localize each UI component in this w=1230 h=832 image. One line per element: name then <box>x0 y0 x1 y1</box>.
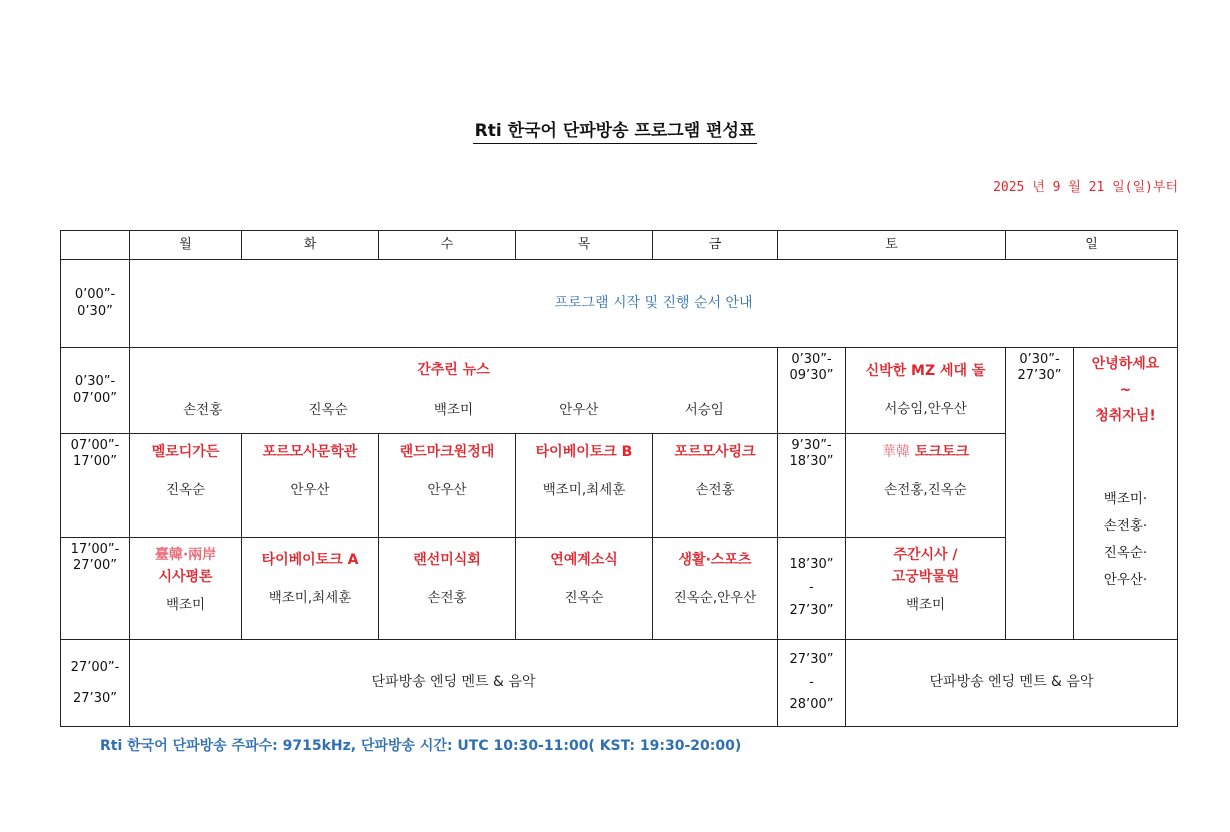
program-cell <box>130 640 778 727</box>
frequency-footer: Rti 한국어 단파방송 주파수: 9715kHz, 단파방송 시간: UTC 10:30-11:00( KST: 19:30-20:00) <box>100 738 742 754</box>
program-cell <box>130 538 242 640</box>
host-name: 손전홍 <box>427 589 467 606</box>
host-name: 손전홍,진옥순 <box>884 481 967 498</box>
table-row <box>61 260 1178 348</box>
program-cell <box>846 640 1178 727</box>
host-name: 손전홍 <box>695 481 735 498</box>
time-cell: 17’00”- 27’00” <box>61 538 130 640</box>
day-header: 화 <box>242 231 379 260</box>
table-row <box>61 348 1178 434</box>
corner-cell <box>61 231 130 260</box>
program-title: 신박한 MZ 세대 돌 <box>865 363 986 380</box>
program-cell <box>653 538 778 640</box>
day-header: 수 <box>379 231 516 260</box>
program-title: 포르모사문학관 <box>262 444 358 460</box>
program-cell <box>516 538 653 640</box>
host-list <box>130 402 777 419</box>
time-cell: 0’00”- 0’30” <box>61 260 130 348</box>
host-name: 손전홍 <box>183 401 223 418</box>
program-cell <box>130 434 242 538</box>
host-name: 서승임 <box>684 401 724 418</box>
host-name: 진옥순 <box>564 589 604 606</box>
program-cell <box>846 348 1006 434</box>
program-cell <box>379 538 516 640</box>
program-title: 프로그램 시작 및 진행 순서 안내 <box>554 294 753 311</box>
host-name: 백조미,최세훈 <box>542 481 626 498</box>
program-title: 멜로디가든 <box>151 444 220 460</box>
host-name: 백조미 <box>165 596 206 613</box>
program-title: 단파방송 엔딩 멘트 & 음악 <box>371 674 536 691</box>
program-title: 타이베이토크 B <box>535 444 633 460</box>
page-title: Rti 한국어 단파방송 프로그램 편성표 <box>0 116 1230 141</box>
host-name: 안우산· <box>1103 571 1148 588</box>
host-name: 진옥순 <box>165 481 206 498</box>
program-cell <box>242 538 379 640</box>
program-cell <box>846 538 1006 640</box>
effective-date: 2025 년 9 월 21 일(일)부터 <box>993 180 1178 195</box>
host-name: 안우산 <box>290 481 330 498</box>
time-cell: 27’30” - 28’00” <box>778 640 846 727</box>
program-cell <box>130 348 778 434</box>
host-name: 백조미 <box>433 401 474 418</box>
program-cell <box>130 260 1178 348</box>
time-cell: 07’00”- 17’00” <box>61 434 130 538</box>
program-cell <box>846 434 1006 538</box>
day-header: 금 <box>653 231 778 260</box>
time-cell: 9’30”- 18’30” <box>778 434 846 538</box>
program-cell <box>242 434 379 538</box>
host-name: 손전홍· <box>1103 517 1148 534</box>
time-cell: 0’30”- 27’30” <box>1006 348 1074 640</box>
program-title: 단파방송 엔딩 멘트 & 음악 <box>929 674 1094 691</box>
host-name: 진옥순· <box>1103 544 1148 561</box>
day-header: 목 <box>516 231 653 260</box>
host-name: 서승임,안우산 <box>884 400 967 417</box>
program-title: 간추린 뉴스 <box>417 362 490 379</box>
host-name: 백조미,최세훈 <box>268 589 352 606</box>
program-title: 안녕하세요 ~ 청취자님! <box>1091 356 1160 424</box>
program-title: 주간시사 / 고궁박물원 <box>891 547 960 586</box>
host-name: 진옥순 <box>308 401 348 418</box>
host-name: 안우산 <box>427 481 467 498</box>
program-title: 타이베이토크 A <box>261 552 359 568</box>
program-cell <box>516 434 653 538</box>
program-cell <box>653 434 778 538</box>
time-cell: 27’00”- 27’30” <box>61 640 130 727</box>
host-name: 백조미 <box>905 596 946 613</box>
header-row <box>61 231 1178 260</box>
program-title: 臺韓·兩岸 시사평론 <box>154 547 217 586</box>
time-cell: 0’30”- 07’00” <box>61 348 130 434</box>
program-title: 랜선미식회 <box>413 552 481 568</box>
host-name: 백조미· <box>1103 490 1148 507</box>
host-list <box>1074 486 1177 594</box>
host-name: 진옥순,안우산 <box>673 589 757 606</box>
schedule-table <box>60 230 1178 727</box>
program-title: 랜드마크원정대 <box>399 444 495 460</box>
table-row <box>61 640 1178 727</box>
program-title: 연예계소식 <box>550 552 618 568</box>
day-header: 일 <box>1006 231 1178 260</box>
program-cell <box>1074 348 1178 640</box>
time-cell: 18’30” - 27’30” <box>778 538 846 640</box>
day-header: 토 <box>778 231 1006 260</box>
program-title: 생활·스포츠 <box>678 552 752 568</box>
program-cell <box>379 434 516 538</box>
program-title: 포르모사링크 <box>674 444 756 460</box>
program-title: 華韓 토크토크 <box>882 444 969 460</box>
day-header: 월 <box>130 231 242 260</box>
host-name: 안우산 <box>559 401 599 418</box>
time-cell: 0’30”- 09’30” <box>778 348 846 434</box>
